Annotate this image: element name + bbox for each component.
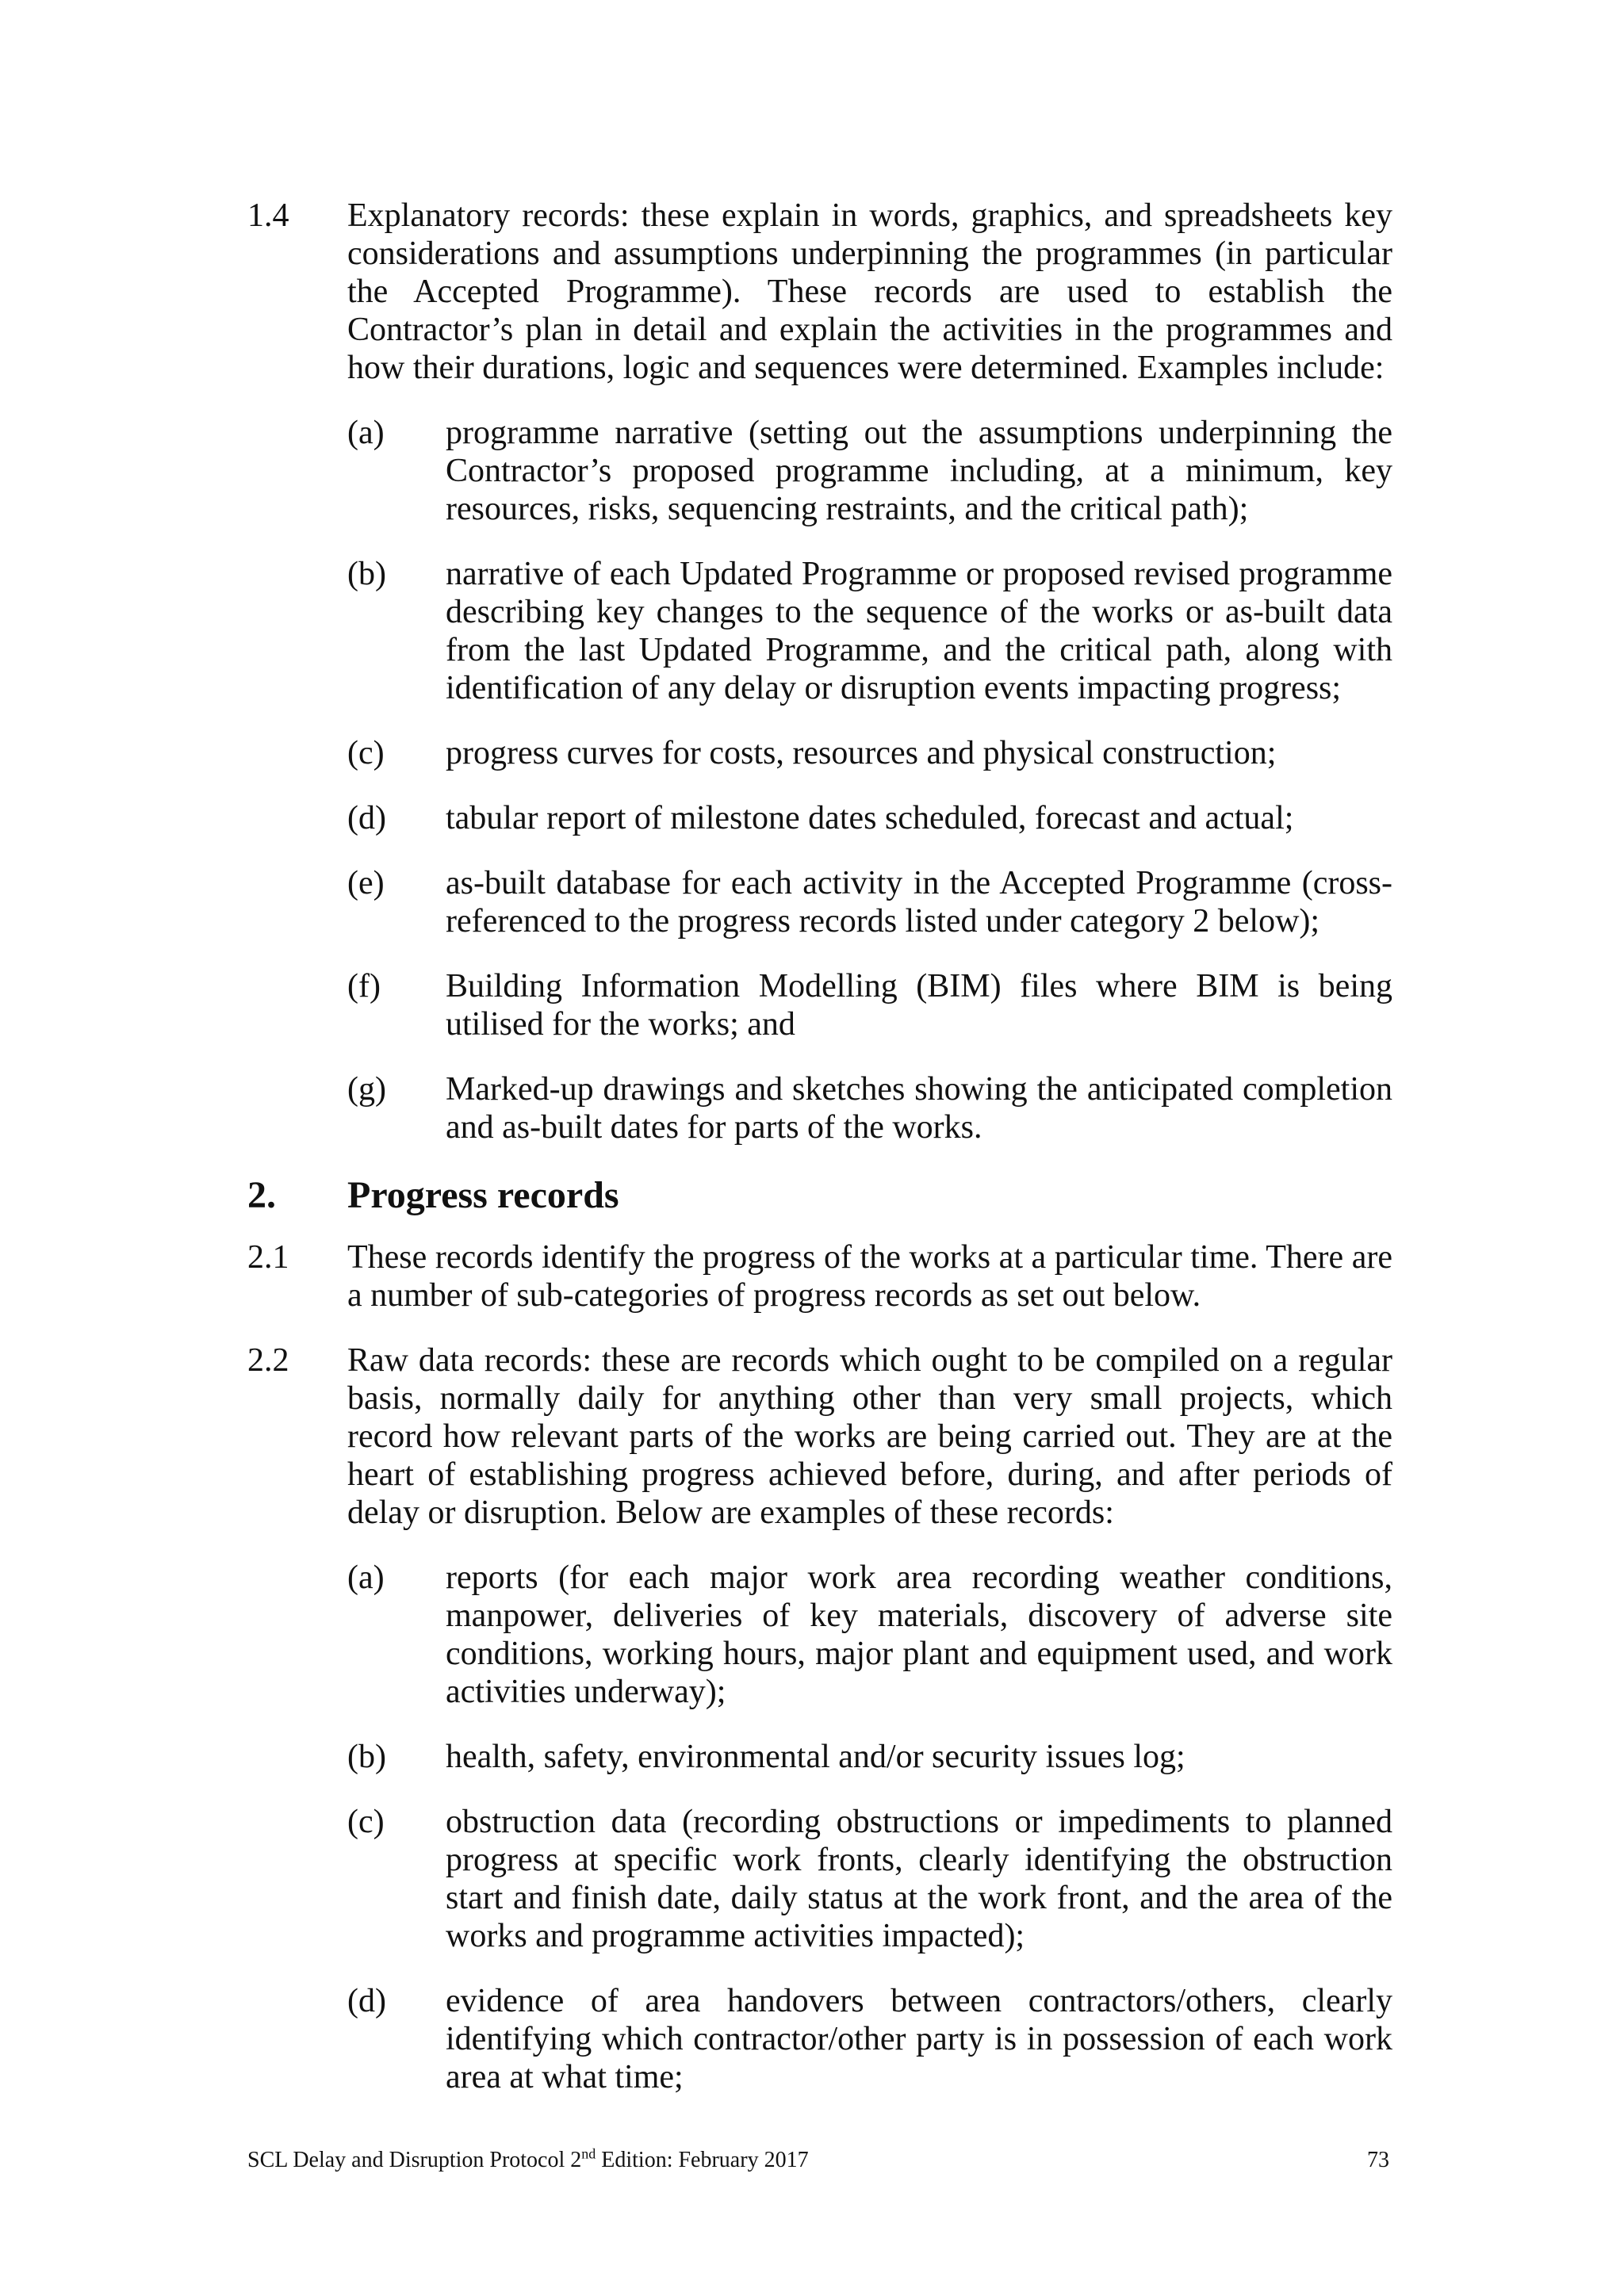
paragraph-text: Raw data records: these are records which ought to be compiled on a regular basis, normally daily for anything other than very small projects, which record how relevant parts of the works are being carried out. They are at the heart of establishing progress achieved before, during, and after periods of delay or disruption. Below are examples of these records: [347, 1342, 1392, 1531]
list-item-text: evidence of area handovers between contractors/others, clearly identifying which contractor/other party is in possession of each work area at what time; [446, 1983, 1392, 2095]
paragraph-number: 2.1 [247, 1239, 289, 1276]
list-item [347, 555, 1392, 707]
list-item-text: Marked-up drawings and sketches showing the anticipated completion and as-built dates for parts of the works. [446, 1071, 1392, 1146]
paragraph-text: Explanatory records: these explain in words, graphics, and spreadsheets key considerations and assumptions underpinning the programmes (in particular the Accepted Programme). These records are used to establish the Contractor’s plan in detail and explain the activities in the programmes and how their durations, logic and sequences were determined. Examples include: [347, 197, 1392, 386]
footer-title-suffix: Edition: February 2017 [596, 2148, 809, 2172]
footer-title [247, 2147, 809, 2174]
list-item [347, 1803, 1392, 1955]
list-item-text: Building Information Modelling (BIM) files where BIM is being utilised for the works; and [446, 968, 1392, 1043]
list-item [347, 799, 1392, 837]
list-item-text: programme narrative (setting out the assumptions underpinning the Contractor’s proposed programme including, at a minimum, key resources, risks, sequencing restraints, and the critical path); [446, 415, 1392, 527]
list-item-letter: (b) [347, 556, 386, 592]
paragraph-number: 2.2 [247, 1342, 289, 1379]
list-item-text: reports (for each major work area recording weather conditions, manpower, deliveries of key materials, discovery of adverse site conditions, working hours, major plant and equipment used, and work activities underway); [446, 1559, 1392, 1710]
list-item [347, 864, 1392, 940]
page-content [247, 197, 1392, 2123]
list-item-letter: (b) [347, 1739, 386, 1775]
list-item-text: tabular report of milestone dates scheduled, forecast and actual; [446, 800, 1294, 836]
list-item [347, 1738, 1392, 1776]
list-item-letter: (g) [347, 1071, 386, 1108]
list-item [347, 1982, 1392, 2096]
list-item-letter: (f) [347, 968, 381, 1004]
heading-title: Progress records [347, 1174, 619, 1216]
list-item-letter: (c) [347, 1804, 385, 1840]
list-item-letter: (e) [347, 865, 385, 901]
list-item-text: narrative of each Updated Programme or proposed revised programme describing key changes to the sequence of the works or as-built data from the last Updated Programme, and the critical path, along with identification of any delay or disruption events impacting progress; [446, 556, 1392, 706]
page-footer [247, 2147, 1389, 2174]
list-item-text: progress curves for costs, resources and physical construction; [446, 735, 1277, 771]
list-item [347, 1070, 1392, 1146]
list-item-letter: (d) [347, 1983, 386, 2019]
list-item [347, 1559, 1392, 1711]
footer-title-prefix: SCL Delay and Disruption Protocol 2 [247, 2148, 582, 2172]
list-item-letter: (d) [347, 800, 386, 836]
list-item-letter: (a) [347, 415, 385, 451]
list-item [347, 414, 1392, 528]
list-item-letter: (c) [347, 735, 385, 771]
paragraph-number: 1.4 [247, 197, 289, 234]
paragraph-2-2 [247, 1341, 1392, 1532]
list-item [347, 967, 1392, 1043]
footer-title-sup: nd [581, 2145, 596, 2162]
list-item [347, 734, 1392, 772]
paragraph-text: These records identify the progress of the works at a particular time. There are a number of sub-categories of progress records as set out below. [347, 1239, 1392, 1314]
list-item-text: health, safety, environmental and/or security issues log; [446, 1739, 1185, 1775]
list-item-text: as-built database for each activity in the Accepted Programme (cross-referenced to the progress records listed under category 2 below); [446, 865, 1392, 939]
heading-number: 2. [247, 1174, 276, 1216]
paragraph-2-1 [247, 1238, 1392, 1314]
list-item-letter: (a) [347, 1559, 385, 1596]
page-number: 73 [1367, 2148, 1389, 2172]
section-heading-progress-records [247, 1173, 1392, 1218]
list-item-text: obstruction data (recording obstructions or impediments to planned progress at specific work fronts, clearly identifying the obstruction start and finish date, daily status at the work front, and the area of the works and programme activities impacted); [446, 1804, 1392, 1954]
paragraph-1-4 [247, 197, 1392, 387]
